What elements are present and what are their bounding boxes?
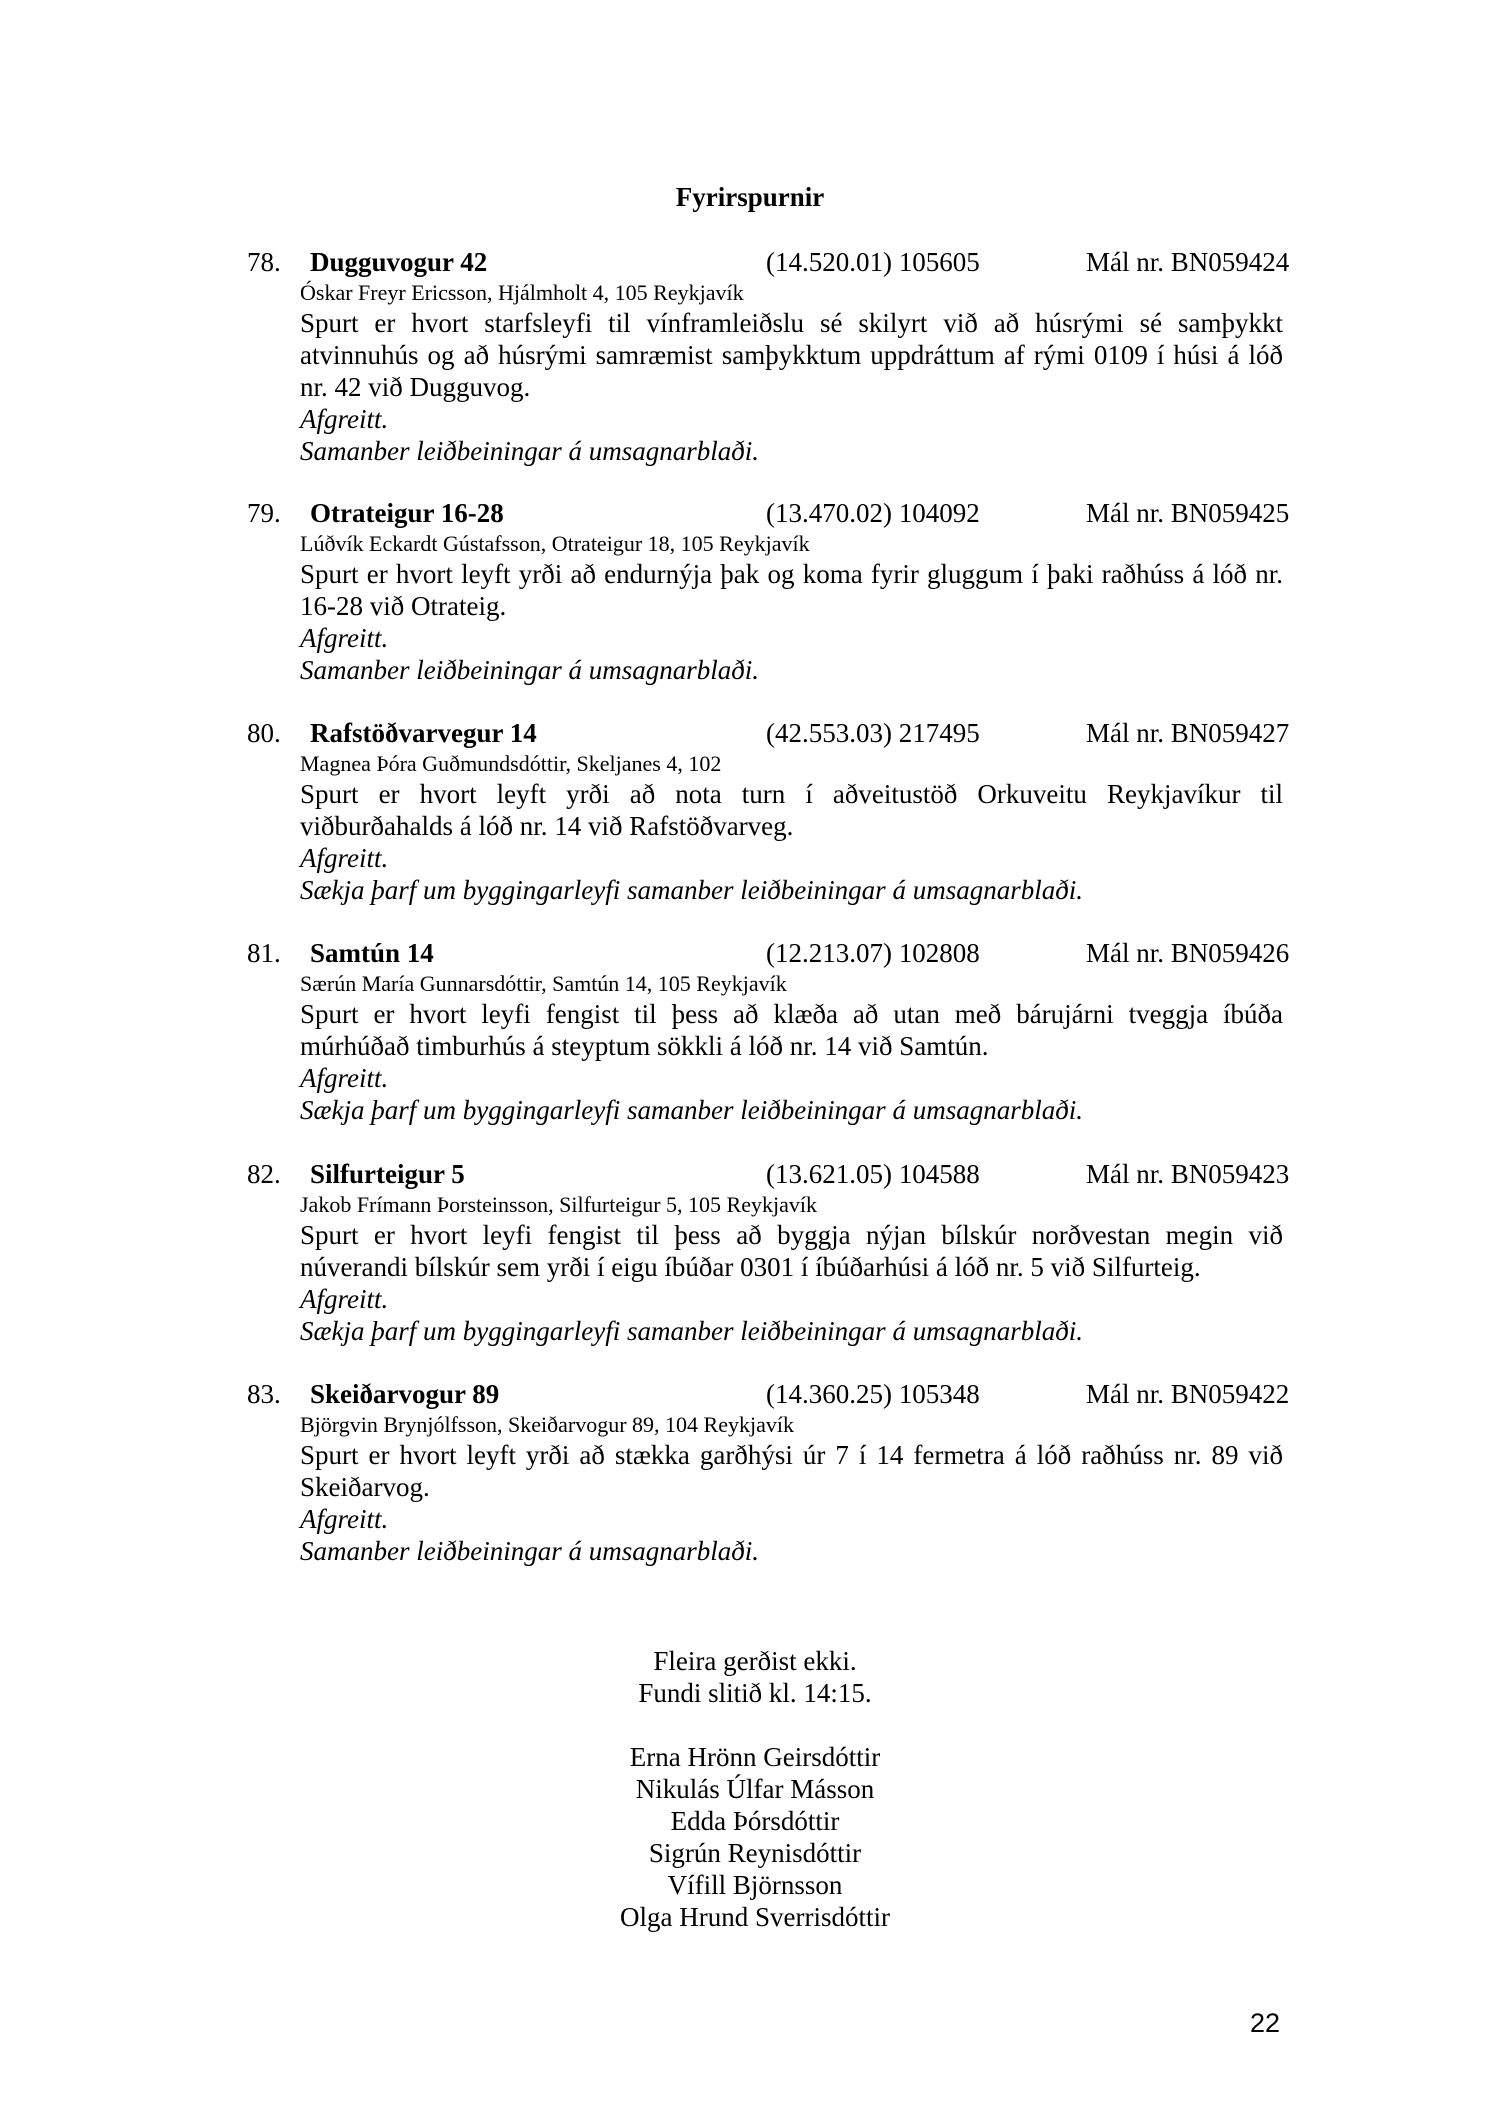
- entry-status: Afgreitt.: [300, 1284, 389, 1314]
- page-number: 22: [1250, 2008, 1281, 2038]
- page-heading: Fyrirspurnir: [675, 182, 825, 212]
- signatory: Nikulás Úlfar Másson: [635, 1774, 875, 1804]
- entry-header-row: [0, 245, 1500, 279]
- entry-applicant: Lúðvík Eckardt Gústafsson, Otrateigur 18, 105 Reykjavík: [300, 531, 810, 556]
- entry-reference: (42.553.03) 217495: [766, 718, 980, 748]
- entry-description: Spurt er hvort leyfi fengist til þess að klæða að utan með bárujárni tveggja íbúða múrhúðað timburhús á steyptum sökkli á lóð nr. 14 við Samtún.: [300, 999, 1283, 1061]
- case-entry-80: [0, 716, 1500, 906]
- case-entry-79: [0, 496, 1500, 686]
- entry-description: Spurt er hvort starfsleyfi til vínframleiðslu sé skilyrt við að húsrými sé samþykkt atvinnuhús og að húsrými samræmist samþykktum uppdráttum af rými 0109 í húsi á lóð nr. 42 við Dugguvog.: [300, 308, 1283, 402]
- entry-case-number: Mál nr. BN059422: [1086, 1379, 1290, 1409]
- entry-status: Afgreitt.: [300, 1063, 389, 1093]
- entry-number: 82.: [247, 1159, 281, 1189]
- signatory: Vífill Björnsson: [667, 1870, 843, 1900]
- signatory: Edda Þórsdóttir: [670, 1806, 840, 1836]
- entry-header-row: [0, 716, 1500, 750]
- closing-line: Fleira gerðist ekki.: [653, 1646, 857, 1676]
- entry-number: 78.: [247, 247, 281, 277]
- entry-reference: (14.520.01) 105605: [766, 247, 980, 277]
- entry-address: Dugguvogur 42: [310, 247, 488, 277]
- entry-applicant: Jakob Frímann Þorsteinsson, Silfurteigur 5, 105 Reykjavík: [300, 1192, 817, 1217]
- closing-block: [0, 1645, 1500, 1933]
- entry-number: 80.: [247, 718, 281, 748]
- entry-number: 83.: [247, 1379, 281, 1409]
- entry-applicant: Óskar Freyr Ericsson, Hjálmholt 4, 105 Reykjavík: [300, 280, 744, 305]
- entry-header-row: [0, 936, 1500, 970]
- entry-status: Afgreitt.: [300, 404, 389, 434]
- entry-description: Spurt er hvort leyft yrði að stækka garðhýsi úr 7 í 14 fermetra á lóð raðhúss nr. 89 við Skeiðarvog.: [300, 1440, 1283, 1502]
- entry-case-number: Mál nr. BN059425: [1086, 498, 1290, 528]
- spacer: [0, 1709, 1500, 1741]
- case-entry-83: [0, 1377, 1500, 1567]
- entry-applicant: Magnea Þóra Guðmundsdóttir, Skeljanes 4, 102: [300, 751, 722, 776]
- entry-case-number: Mál nr. BN059423: [1086, 1159, 1290, 1189]
- entry-number: 81.: [247, 938, 281, 968]
- entry-address: Rafstöðvarvegur 14: [310, 718, 537, 748]
- case-entry-78: [0, 245, 1500, 467]
- entry-case-number: Mál nr. BN059424: [1086, 247, 1290, 277]
- entry-applicant: Særún María Gunnarsdóttir, Samtún 14, 105 Reykjavík: [300, 971, 787, 996]
- entry-status: Afgreitt.: [300, 1504, 389, 1534]
- entry-note: Samanber leiðbeiningar á umsagnarblaði.: [300, 655, 759, 685]
- case-entry-82: [0, 1157, 1500, 1347]
- entry-reference: (12.213.07) 102808: [766, 938, 980, 968]
- entry-reference: (13.470.02) 104092: [766, 498, 980, 528]
- signatory: Olga Hrund Sverrisdóttir: [620, 1902, 890, 1932]
- entry-status: Afgreitt.: [300, 623, 389, 653]
- entry-reference: (14.360.25) 105348: [766, 1379, 980, 1409]
- entry-description: Spurt er hvort leyft yrði að endurnýja þak og koma fyrir gluggum í þaki raðhúss á lóð nr. 16-28 við Otrateig.: [300, 559, 1283, 621]
- entry-status: Afgreitt.: [300, 843, 389, 873]
- entry-header-row: [0, 496, 1500, 530]
- entry-note: Sækja þarf um byggingarleyfi samanber leiðbeiningar á umsagnarblaði.: [300, 875, 1083, 905]
- entry-address: Otrateigur 16-28: [310, 498, 504, 528]
- entry-address: Silfurteigur 5: [310, 1159, 465, 1189]
- entry-header-row: [0, 1157, 1500, 1191]
- entry-address: Skeiðarvogur 89: [310, 1379, 500, 1409]
- entry-description: Spurt er hvort leyft yrði að nota turn í aðveitustöð Orkuveitu Reykjavíkur til viðburðahalds á lóð nr. 14 við Rafstöðvarveg.: [300, 779, 1283, 841]
- entry-note: Sækja þarf um byggingarleyfi samanber leiðbeiningar á umsagnarblaði.: [300, 1095, 1083, 1125]
- signatory: Sigrún Reynisdóttir: [648, 1838, 862, 1868]
- entry-note: Samanber leiðbeiningar á umsagnarblaði.: [300, 1536, 759, 1566]
- entry-reference: (13.621.05) 104588: [766, 1159, 980, 1189]
- entry-description: Spurt er hvort leyfi fengist til þess að byggja nýjan bílskúr norðvestan megin við núverandi bílskúr sem yrði í eigu íbúðar 0301 í íbúðarhúsi á lóð nr. 5 við Silfurteig.: [300, 1220, 1283, 1282]
- entry-applicant: Björgvin Brynjólfsson, Skeiðarvogur 89, 104 Reykjavík: [300, 1412, 794, 1437]
- signatory: Erna Hrönn Geirsdóttir: [629, 1742, 881, 1772]
- entry-note: Sækja þarf um byggingarleyfi samanber leiðbeiningar á umsagnarblaði.: [300, 1316, 1083, 1346]
- entry-number: 79.: [247, 498, 281, 528]
- meeting-end-time: Fundi slitið kl. 14:15.: [638, 1678, 872, 1708]
- entry-note: Samanber leiðbeiningar á umsagnarblaði.: [300, 436, 759, 466]
- entry-header-row: [0, 1377, 1500, 1411]
- entry-case-number: Mál nr. BN059426: [1086, 938, 1290, 968]
- case-entry-81: [0, 936, 1500, 1126]
- entry-address: Samtún 14: [310, 938, 434, 968]
- entry-case-number: Mál nr. BN059427: [1086, 718, 1290, 748]
